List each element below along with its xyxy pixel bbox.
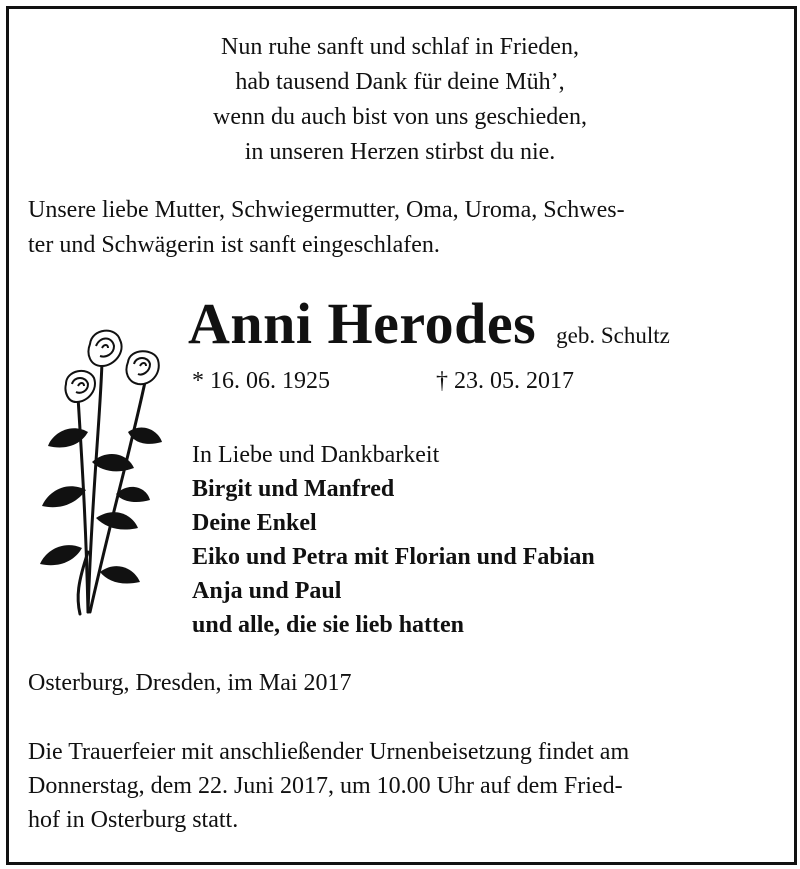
poem-line: hab tausend Dank für deine Müh’, (235, 69, 565, 95)
roses-icon (30, 322, 180, 617)
service-line: Die Trauerfeier mit anschließender Urnenbeisetzung findet am (28, 739, 630, 765)
mourner-name: Deine Enkel (192, 510, 317, 536)
announcement-line: Unsere liebe Mutter, Schwiegermutter, Oma, Uroma, Schwes- (28, 197, 625, 223)
service-line: hof in Osterburg statt. (28, 807, 239, 833)
service-line: Donnerstag, dem 22. Juni 2017, um 10.00 Uhr auf dem Fried- (28, 773, 623, 799)
poem-line: in unseren Herzen stirbst du nie. (244, 139, 556, 165)
maiden-name: geb. Schultz (556, 323, 670, 348)
memorial-poem (0, 30, 800, 170)
mourner-name: Anja und Paul (192, 578, 342, 604)
mourner-name: Eiko und Petra mit Florian und Fabian (192, 544, 595, 570)
mourners-list (192, 438, 595, 642)
mourner-name: Birgit und Manfred (192, 476, 395, 502)
announcement-text (28, 193, 758, 263)
poem-line: Nun ruhe sanft und schlaf in Frieden, (221, 34, 579, 60)
announcement-line: ter und Schwägerin ist sanft eingeschlafen. (28, 232, 440, 258)
mourner-name: und alle, die sie lieb hatten (192, 612, 465, 638)
funeral-service-text (28, 735, 629, 837)
birth-date: * 16. 06. 1925 (192, 368, 330, 394)
poem-line: wenn du auch bist von uns geschieden, (213, 104, 587, 130)
place-date: Osterburg, Dresden, im Mai 2017 (28, 670, 352, 696)
deceased-name: Anni Herodes (188, 291, 537, 356)
deceased-heading (188, 290, 670, 357)
death-date: † 23. 05. 2017 (436, 368, 574, 394)
mourners-intro: In Liebe und Dankbarkeit (192, 442, 440, 468)
